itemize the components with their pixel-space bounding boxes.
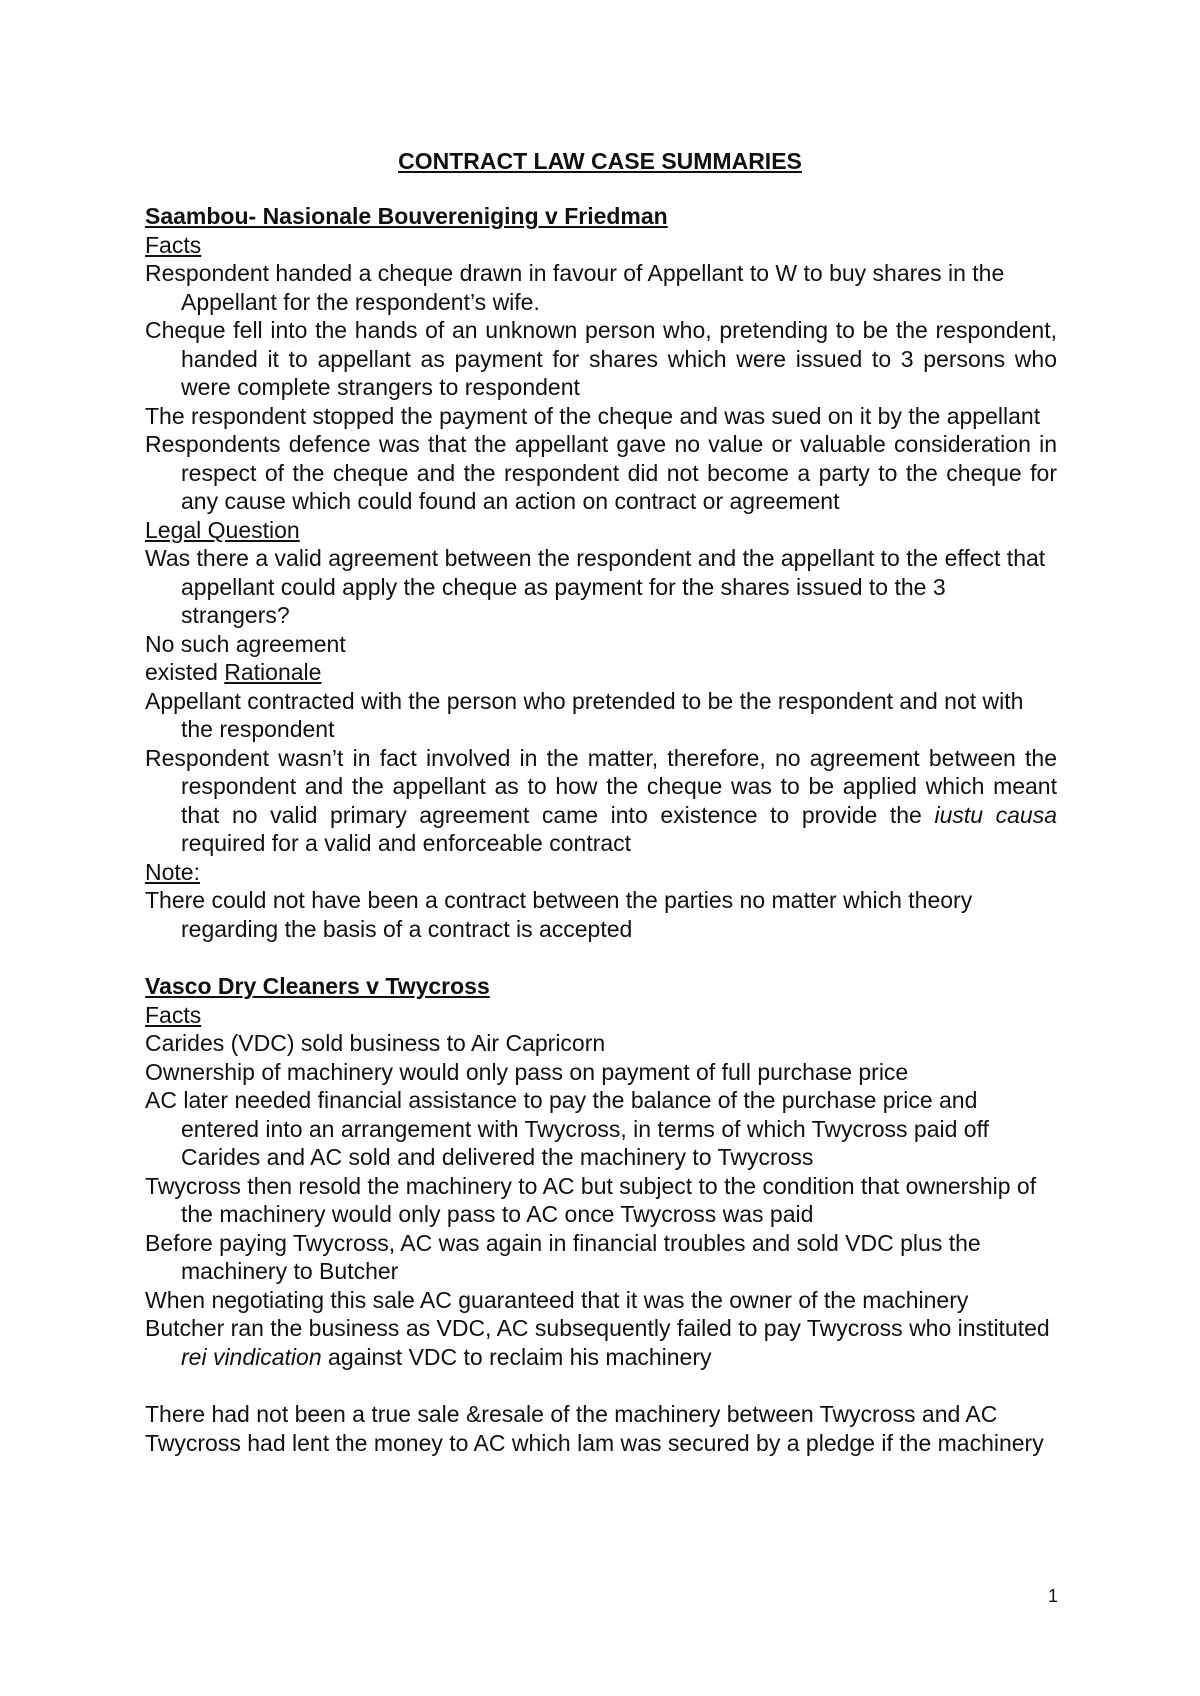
fact-paragraph: Ownership of machinery would only pass on payment of full purchase price [145, 1058, 909, 1085]
fact-paragraph: Carides (VDC) sold business to Air Capricorn [145, 1030, 606, 1056]
fact-paragraph: Twycross then resold the machinery to AC but subject to the condition that ownership of the machinery would only pass to AC once Twycross was paid [145, 1172, 1037, 1227]
fact-paragraph: Cheque fell into the hands of an unknown person who, pretending to be the respondent, handed it to appellant as payment for shares which were issued to 3 persons who were complete strangers to respondent [145, 317, 1057, 400]
fact-paragraph: AC later needed financial assistance to pay the balance of the purchase price and entered into an arrangement with Twycross, in terms of which Twycross paid off Carides and AC sold and delivered the machinery to Twycross [145, 1087, 989, 1170]
finding-paragraph: Twycross had lent the money to AC which lam was secured by a pledge if the machinery [145, 1429, 1044, 1456]
rationale-text: Respondent wasn’t in fact involved in the matter, therefore, no agreement between the respondent and the appellant as to how the cheque was to be applied which meant that no valid primary agreement came into existence to provide the [145, 744, 1057, 828]
fact-text: Butcher ran the business as VDC, AC subsequently failed to pay Twycross who instituted [145, 1315, 1050, 1341]
rationale-paragraph: Appellant contracted with the person who pretended to be the respondent and not with the respondent [145, 687, 1024, 742]
legal-question-paragraph: Was there a valid agreement between the respondent and the appellant to the effect that appellant could apply the cheque as payment for the shares issued to the 3 strangers? [145, 545, 1046, 628]
fact-paragraph [145, 1314, 1057, 1371]
page-number: 1 [1048, 1586, 1059, 1606]
fact-paragraph: Before paying Twycross, AC was again in financial troubles and sold VDC plus the machinery to Butcher [145, 1229, 981, 1284]
facts-heading: Facts [145, 231, 202, 258]
fact-paragraph: Respondent handed a cheque drawn in favour of Appellant to W to buy shares in the Appellant for the respondent’s wife. [145, 260, 1005, 315]
rationale-heading: Rationale [224, 659, 322, 685]
facts-heading: Facts [145, 1001, 202, 1028]
fact-text: against VDC to reclaim his machinery [328, 1343, 712, 1370]
rationale-italic-term: iustu causa [934, 801, 1057, 828]
fact-paragraph: The respondent stopped the payment of the cheque and was sued on it by the appellant [145, 402, 1041, 429]
rationale-paragraph [145, 744, 1057, 858]
document-title: CONTRACT LAW CASE SUMMARIES [398, 148, 802, 174]
fact-paragraph: When negotiating this sale AC guaranteed that it was the owner of the machinery [145, 1286, 969, 1313]
finding-paragraph: There had not been a true sale &resale of the machinery between Twycross and AC [145, 1401, 998, 1427]
case-title-vasco: Vasco Dry Cleaners v Twycross [145, 973, 490, 999]
legal-question-heading: Legal Question [145, 516, 300, 543]
answer-line: No such agreement [145, 630, 346, 657]
note-paragraph: There could not have been a contract between the parties no matter which theory regarding the basis of a contract is accepted [145, 887, 973, 942]
fact-italic-term: rei vindication [181, 1343, 322, 1370]
document-body [145, 202, 1057, 1457]
answer-word: existed [145, 659, 218, 685]
note-heading: Note: [145, 858, 200, 885]
rationale-text: required for a valid and enforceable contract [181, 830, 632, 856]
section-gap [145, 1371, 1057, 1400]
answer-rationale-line [145, 658, 1057, 687]
fact-paragraph: Respondents defence was that the appellant gave no value or valuable consideration in respect of the cheque and the respondent did not become a party to the cheque for any cause which could found an action on contract or agreement [145, 431, 1057, 514]
case-title-saambou: Saambou- Nasionale Bouvereniging v Friedman [145, 203, 668, 229]
section-gap [145, 943, 1057, 972]
